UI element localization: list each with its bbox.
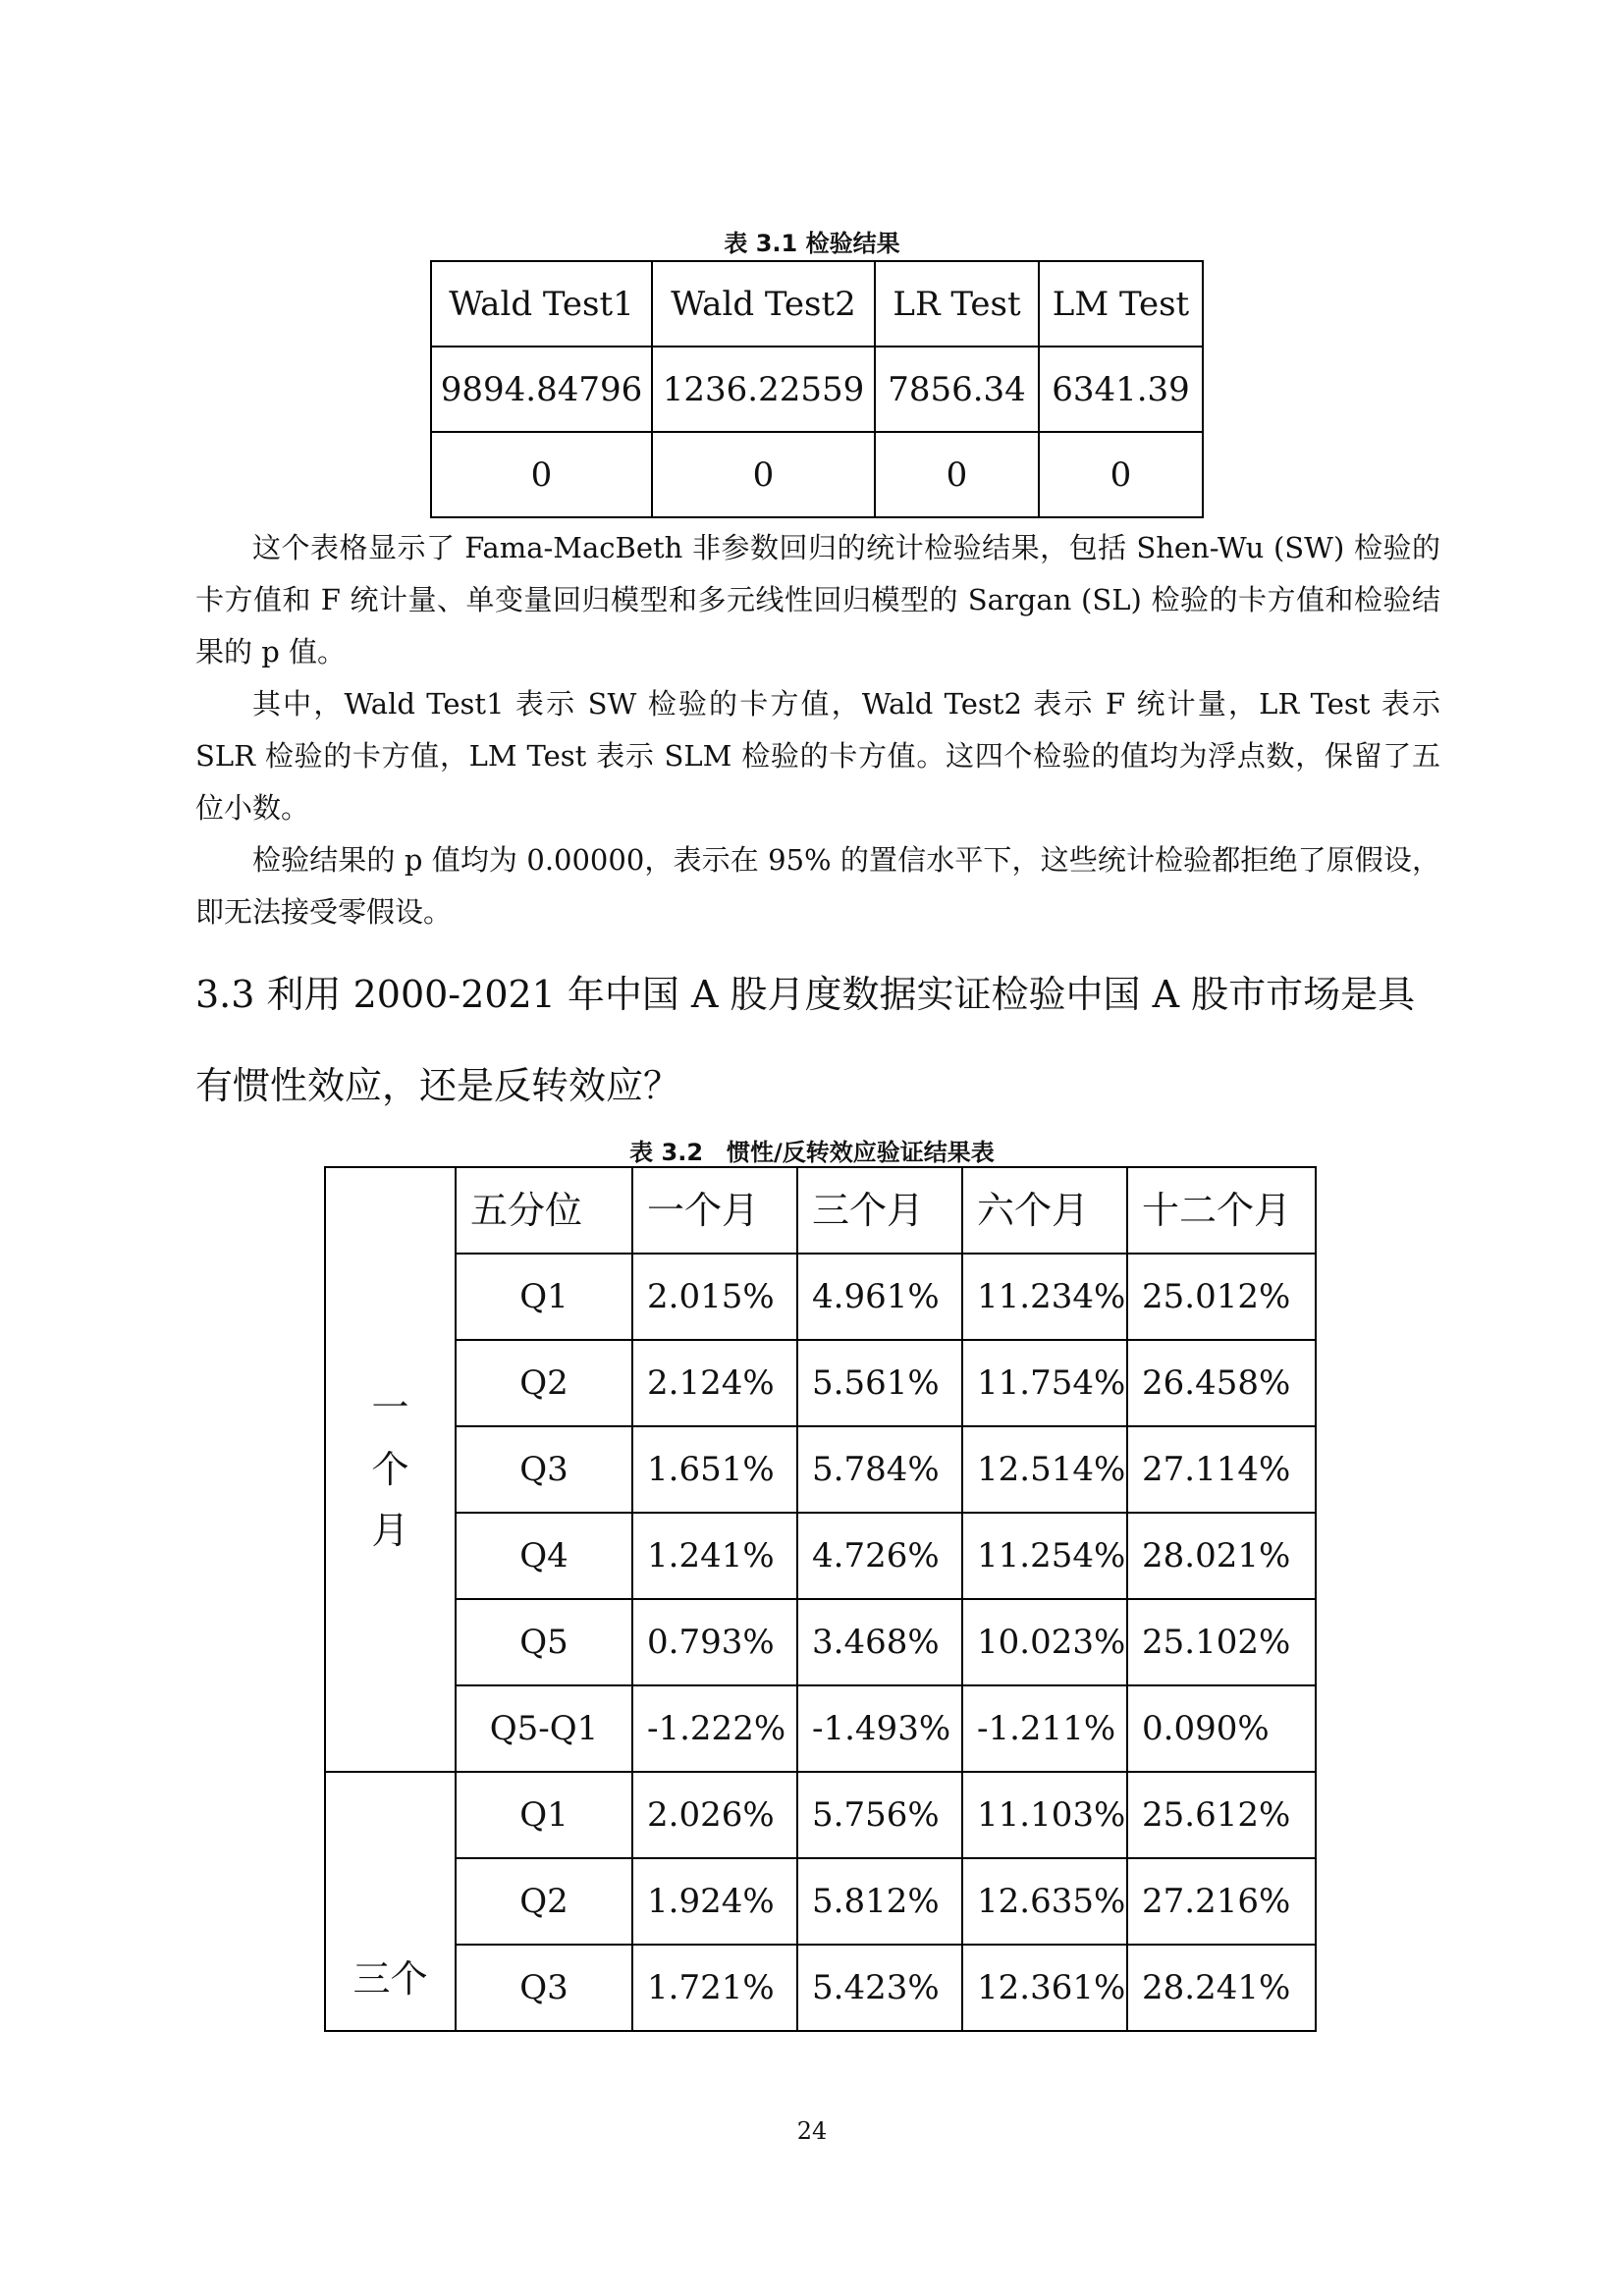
table-cell: 7856.34 [875,347,1039,432]
table-cell: 12.514% [962,1426,1127,1513]
quintile-cell: Q5 [456,1599,632,1685]
table-cell: 0 [431,432,652,517]
table-cell: 0 [1039,432,1203,517]
table-cell: 5.423% [797,1945,962,2031]
table-cell: 1.241% [632,1513,797,1599]
table-3-1-caption: 表 3.1 检验结果 [724,230,900,257]
paragraph-test-definitions: 其中，Wald Test1 表示 SW 检验的卡方值，Wald Test2 表示 F 统计量，LR Test 表示 SLR 检验的卡方值，LM Test 表示 SLM 检验的卡方值。这四个检验的值均为浮点数，保留了五位小数。 [195,687,1440,825]
table-cell: 5.784% [797,1426,962,1513]
quintile-cell: Q2 [456,1858,632,1945]
table-cell: 2.015% [632,1254,797,1340]
section-heading-3-3: 3.3 利用 2000-2021 年中国 A 股月度数据实证检验中国 A 股市市场是具有惯性效应，还是反转效应？ [195,973,1416,1107]
table-cell: 1236.22559 [652,347,875,432]
quintile-cell: Q1 [456,1254,632,1340]
test-results-table [430,260,1204,518]
table-header-row [325,1167,1316,1254]
table-cell: 11.754% [962,1340,1127,1426]
table-cell: 9894.84796 [431,347,652,432]
table-cell: 27.114% [1127,1426,1316,1513]
table-cell: 1.721% [632,1945,797,2031]
table-row [431,347,1203,432]
table-row [325,1340,1316,1426]
quintile-cell: Q1 [456,1772,632,1858]
table-cell: 3.468% [797,1599,962,1685]
table-cell: 4.961% [797,1254,962,1340]
header-cell: LM Test [1039,261,1203,347]
table-cell: 0 [652,432,875,517]
page-number: 24 [796,2117,828,2145]
paragraph-table-description: 这个表格显示了 Fama-MacBeth 非参数回归的统计检验结果，包括 Shen-Wu (SW) 检验的卡方值和 F 统计量、单变量回归模型和多元线性回归模型的 Sargan (SL) 检验的卡方值和检验结果的 p 值。 [195,531,1440,668]
table-cell: 12.361% [962,1945,1127,2031]
table-cell: 0.090% [1127,1685,1316,1772]
table-cell: 5.812% [797,1858,962,1945]
header-cell: 五分位 [456,1167,632,1254]
table-cell: 11.234% [962,1254,1127,1340]
quintile-cell: Q4 [456,1513,632,1599]
table-row [325,1858,1316,1945]
table-row [325,1426,1316,1513]
table-header-row [431,261,1203,347]
table-cell: 25.012% [1127,1254,1316,1340]
table-cell: -1.211% [962,1685,1127,1772]
group-label-three-month: 三个 [325,1772,456,2031]
header-cell: 十二个月 [1127,1167,1316,1254]
quintile-cell: Q3 [456,1945,632,2031]
quintile-cell: Q3 [456,1426,632,1513]
header-cell: Wald Test2 [652,261,875,347]
table-cell: 2.026% [632,1772,797,1858]
table-cell: 2.124% [632,1340,797,1426]
table-cell: 5.756% [797,1772,962,1858]
table-cell: 10.023% [962,1599,1127,1685]
table-cell: 26.458% [1127,1340,1316,1426]
table-3-2-caption: 表 3.2 惯性/反转效应验证结果表 [629,1139,995,1166]
table-cell: -1.493% [797,1685,962,1772]
table-cell: 0 [875,432,1039,517]
table-row [325,1945,1316,2031]
table-row [431,432,1203,517]
paragraph-p-value-conclusion: 检验结果的 p 值均为 0.00000，表示在 95% 的置信水平下，这些统计检验都拒绝了原假设，即无法接受零假设。 [195,843,1440,929]
table-cell: 1.651% [632,1426,797,1513]
table-cell: -1.222% [632,1685,797,1772]
header-cell: LR Test [875,261,1039,347]
table-row [325,1685,1316,1772]
table-cell: 5.561% [797,1340,962,1426]
table-row [325,1513,1316,1599]
table-cell: 28.241% [1127,1945,1316,2031]
table-cell: 11.103% [962,1772,1127,1858]
table-cell: 25.102% [1127,1599,1316,1685]
quintile-cell: Q5-Q1 [456,1685,632,1772]
table-cell: 0.793% [632,1599,797,1685]
table-cell: 27.216% [1127,1858,1316,1945]
table-cell: 6341.39 [1039,347,1203,432]
table-row [325,1599,1316,1685]
table-row [325,1254,1316,1340]
table-cell: 1.924% [632,1858,797,1945]
table-cell: 25.612% [1127,1772,1316,1858]
header-cell: 一个月 [632,1167,797,1254]
group-label-one-month: 一个月 [325,1167,456,1772]
table-cell: 4.726% [797,1513,962,1599]
table-row [325,1772,1316,1858]
momentum-reversal-table [324,1166,1317,2032]
header-cell: 六个月 [962,1167,1127,1254]
table-cell: 12.635% [962,1858,1127,1945]
table-cell: 11.254% [962,1513,1127,1599]
table-cell: 28.021% [1127,1513,1316,1599]
header-cell: 三个月 [797,1167,962,1254]
quintile-cell: Q2 [456,1340,632,1426]
header-cell: Wald Test1 [431,261,652,347]
